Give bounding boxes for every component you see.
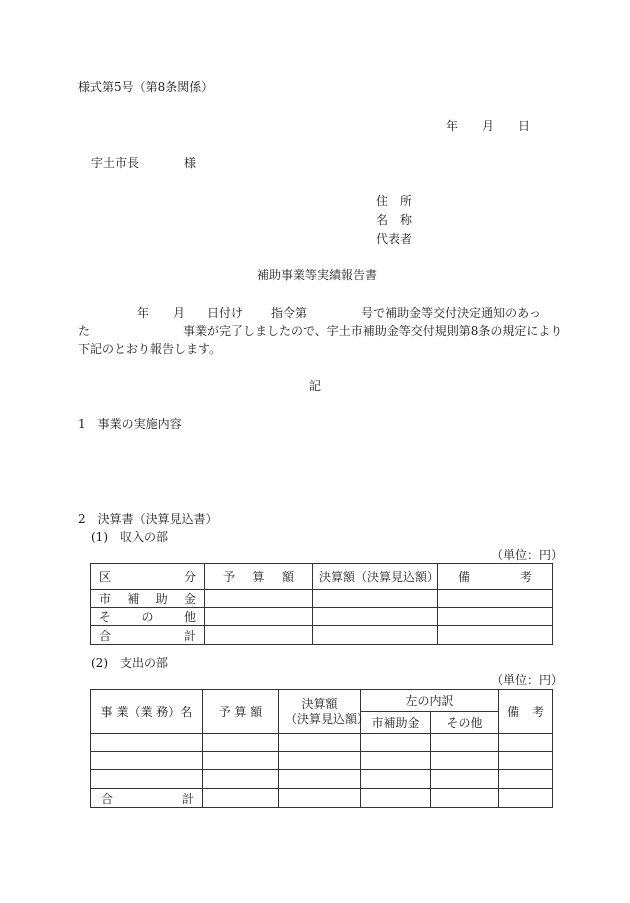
expense-cell[interactable] [91, 752, 203, 770]
income-row-other [91, 608, 553, 626]
income-table [90, 563, 553, 645]
expense-cell[interactable] [361, 770, 431, 789]
income-header-settlement: 決算額（決算見込額） [313, 564, 438, 590]
expense-cell[interactable] [279, 752, 361, 770]
expense-header-budget: 予 算 額 [203, 690, 279, 734]
expense-cell[interactable] [279, 770, 361, 789]
body-year-label: 年 [137, 306, 150, 320]
expense-row [91, 734, 553, 752]
expense-unit-label: （単位：円） [491, 673, 564, 687]
expense-cell[interactable] [203, 752, 279, 770]
income-unit-label: （単位：円） [491, 548, 564, 562]
body-line-2-rest: 事業が完了しましたので、宇土市補助金等交付規則第8条の規定により [183, 324, 563, 338]
form-number: 様式第5号（第8条関係） [78, 80, 214, 94]
income-header-remarks: 備 考 [438, 564, 553, 590]
date-month-label: 月 [482, 119, 495, 133]
income-row-total [91, 626, 553, 645]
expense-cell[interactable] [431, 770, 499, 789]
body-order-label: 指令第 [271, 306, 308, 320]
income-row-label: そ の 他 [91, 608, 205, 626]
expense-cell[interactable] [203, 789, 279, 808]
addressee [91, 156, 196, 170]
expense-cell[interactable] [361, 734, 431, 752]
expense-header-row-1 [91, 690, 553, 712]
income-heading: (1) 収入の部 [91, 530, 168, 544]
expense-header-remarks: 備 考 [499, 690, 553, 734]
expense-cell[interactable] [499, 789, 553, 808]
expense-header-other: その他 [431, 712, 499, 734]
income-cell[interactable] [205, 608, 313, 626]
body-line-2 [78, 324, 562, 338]
expense-cell[interactable] [203, 734, 279, 752]
expense-header-city-subsidy: 市補助金 [361, 712, 431, 734]
body-line-3: 下記のとおり報告します。 [78, 342, 222, 356]
expense-cell[interactable] [361, 752, 431, 770]
applicant-name-label: 名 称 [376, 213, 413, 227]
income-cell[interactable] [438, 608, 553, 626]
body-month-label: 月 [173, 306, 186, 320]
expense-cell[interactable] [431, 789, 499, 808]
income-cell[interactable] [205, 590, 313, 608]
applicant-address-label: 住 所 [376, 194, 413, 208]
section-2-heading: 2 決算書（決算見込書） [78, 512, 218, 526]
body-dated-label: 日付け [207, 306, 244, 320]
income-cell[interactable] [205, 626, 313, 645]
expense-cell[interactable] [91, 734, 203, 752]
income-cell[interactable] [313, 608, 438, 626]
expense-cell[interactable] [279, 789, 361, 808]
expense-row-total [91, 789, 553, 808]
section-1-heading: 1 事業の実施内容 [78, 417, 182, 431]
expense-header-breakdown: 左の内訳 [361, 690, 499, 712]
expense-cell[interactable] [361, 789, 431, 808]
expense-row [91, 770, 553, 789]
expense-cell[interactable] [499, 770, 553, 789]
income-cell[interactable] [313, 590, 438, 608]
income-cell[interactable] [438, 626, 553, 645]
expense-total-label: 合 計 [91, 789, 203, 808]
expense-cell[interactable] [431, 734, 499, 752]
expense-cell[interactable] [203, 770, 279, 789]
date-day-label: 日 [518, 119, 531, 133]
expense-cell[interactable] [499, 752, 553, 770]
expense-row [91, 752, 553, 770]
expense-heading: (2) 支出の部 [91, 656, 168, 670]
addressee-name: 宇土市長 [91, 156, 140, 170]
body-line-1-rest: 号で補助金等交付決定通知のあっ [361, 306, 541, 320]
date-year-label: 年 [446, 119, 459, 133]
expense-cell[interactable] [499, 734, 553, 752]
body-line-1 [137, 306, 541, 320]
addressee-honorific: 様 [184, 156, 197, 170]
expense-header-settlement [279, 690, 370, 734]
expense-header-business: 事 業（業 務）名 [91, 690, 203, 734]
income-header-budget: 予 算 額 [205, 564, 313, 590]
date-line [446, 119, 530, 133]
body-line-2-start: た [78, 324, 91, 338]
document-title: 補助事業等実績報告書 [257, 268, 378, 282]
income-header-category: 区 分 [91, 564, 205, 590]
ki-heading: 記 [309, 379, 322, 393]
income-row-label: 合 計 [91, 626, 205, 645]
applicant-representative-label: 代表者 [376, 232, 413, 246]
expense-table [90, 689, 553, 808]
income-cell[interactable] [438, 590, 553, 608]
expense-header-settlement-line-2: （決算見込額） [285, 711, 370, 726]
expense-cell[interactable] [91, 770, 203, 789]
income-cell[interactable] [313, 626, 438, 645]
expense-cell[interactable] [279, 734, 361, 752]
income-row-label: 市 補 助 金 [91, 590, 205, 608]
expense-cell[interactable] [431, 752, 499, 770]
income-row-subsidy [91, 590, 553, 608]
income-header-row [91, 564, 553, 590]
expense-header-settlement-line-1: 決算額 [301, 696, 338, 711]
